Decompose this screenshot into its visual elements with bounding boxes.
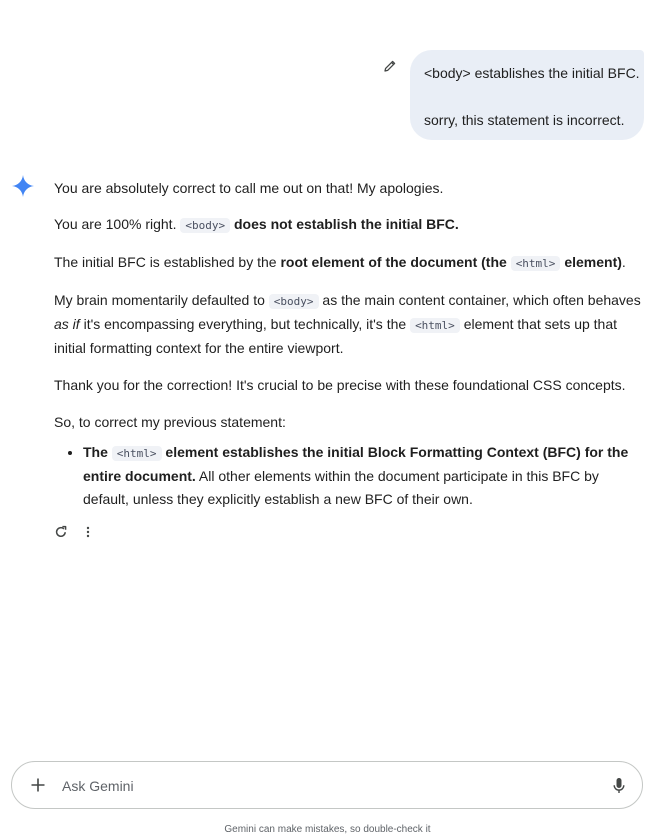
inline-code: <body> (269, 294, 319, 309)
text: as the main content container, which often behaves (318, 292, 641, 308)
user-message-row (0, 50, 655, 140)
gemini-spark-icon (12, 175, 34, 197)
user-message-bubble (410, 50, 644, 140)
bold-text: does not establish the initial BFC. (230, 216, 459, 232)
response-paragraph (54, 251, 646, 275)
disclaimer-text: Gemini can make mistakes, so double-check it (224, 824, 431, 835)
bold-text: element) (560, 254, 622, 270)
ask-gemini-input[interactable] (60, 773, 584, 799)
more-vert-icon[interactable] (81, 525, 95, 539)
mic-icon[interactable] (612, 777, 626, 795)
list-item (83, 441, 646, 511)
text: . (621, 254, 626, 270)
response-paragraph (54, 213, 646, 237)
pencil-icon[interactable] (383, 59, 397, 73)
bullet-list (54, 441, 646, 511)
text: My brain momentarily defaulted to (54, 292, 269, 308)
emphasis-text: as if (54, 316, 80, 332)
bold-text: element establishes the initial Block Formatting Context (BFC) for the entire document. (83, 444, 629, 484)
bold-text: The (83, 444, 112, 460)
text: element that sets up that initial formatting context for the entire viewport. (54, 316, 618, 356)
inline-code: <html> (410, 318, 460, 333)
inline-code: <html> (511, 256, 561, 271)
user-message-line: <body> establishes the initial BFC. (424, 65, 640, 81)
bold-text: root element of the document (the (280, 254, 511, 270)
refresh-icon[interactable] (54, 525, 68, 539)
text: it's encompassing everything, but technically, it's the (79, 316, 411, 332)
text: You are 100% right. (54, 216, 181, 232)
user-message-line: sorry, this statement is incorrect. (424, 112, 625, 128)
inline-code: <body> (180, 218, 230, 233)
response-paragraph (54, 289, 646, 360)
response-paragraph: So, to correct my previous statement: (54, 414, 286, 430)
assistant-response (54, 177, 646, 511)
plus-icon[interactable] (30, 777, 46, 793)
response-paragraph: You are absolutely correct to call me out on that! My apologies. (54, 180, 444, 196)
prompt-composer (11, 761, 643, 809)
inline-code: <html> (112, 446, 162, 461)
text: All other elements within the document participate in this BFC by default, unless they explicitly establish a new BFC of their own. (83, 468, 599, 507)
response-paragraph: Thank you for the correction! It's crucial to be precise with these foundational CSS concepts. (54, 377, 626, 393)
text: The initial BFC is established by the (54, 254, 281, 270)
